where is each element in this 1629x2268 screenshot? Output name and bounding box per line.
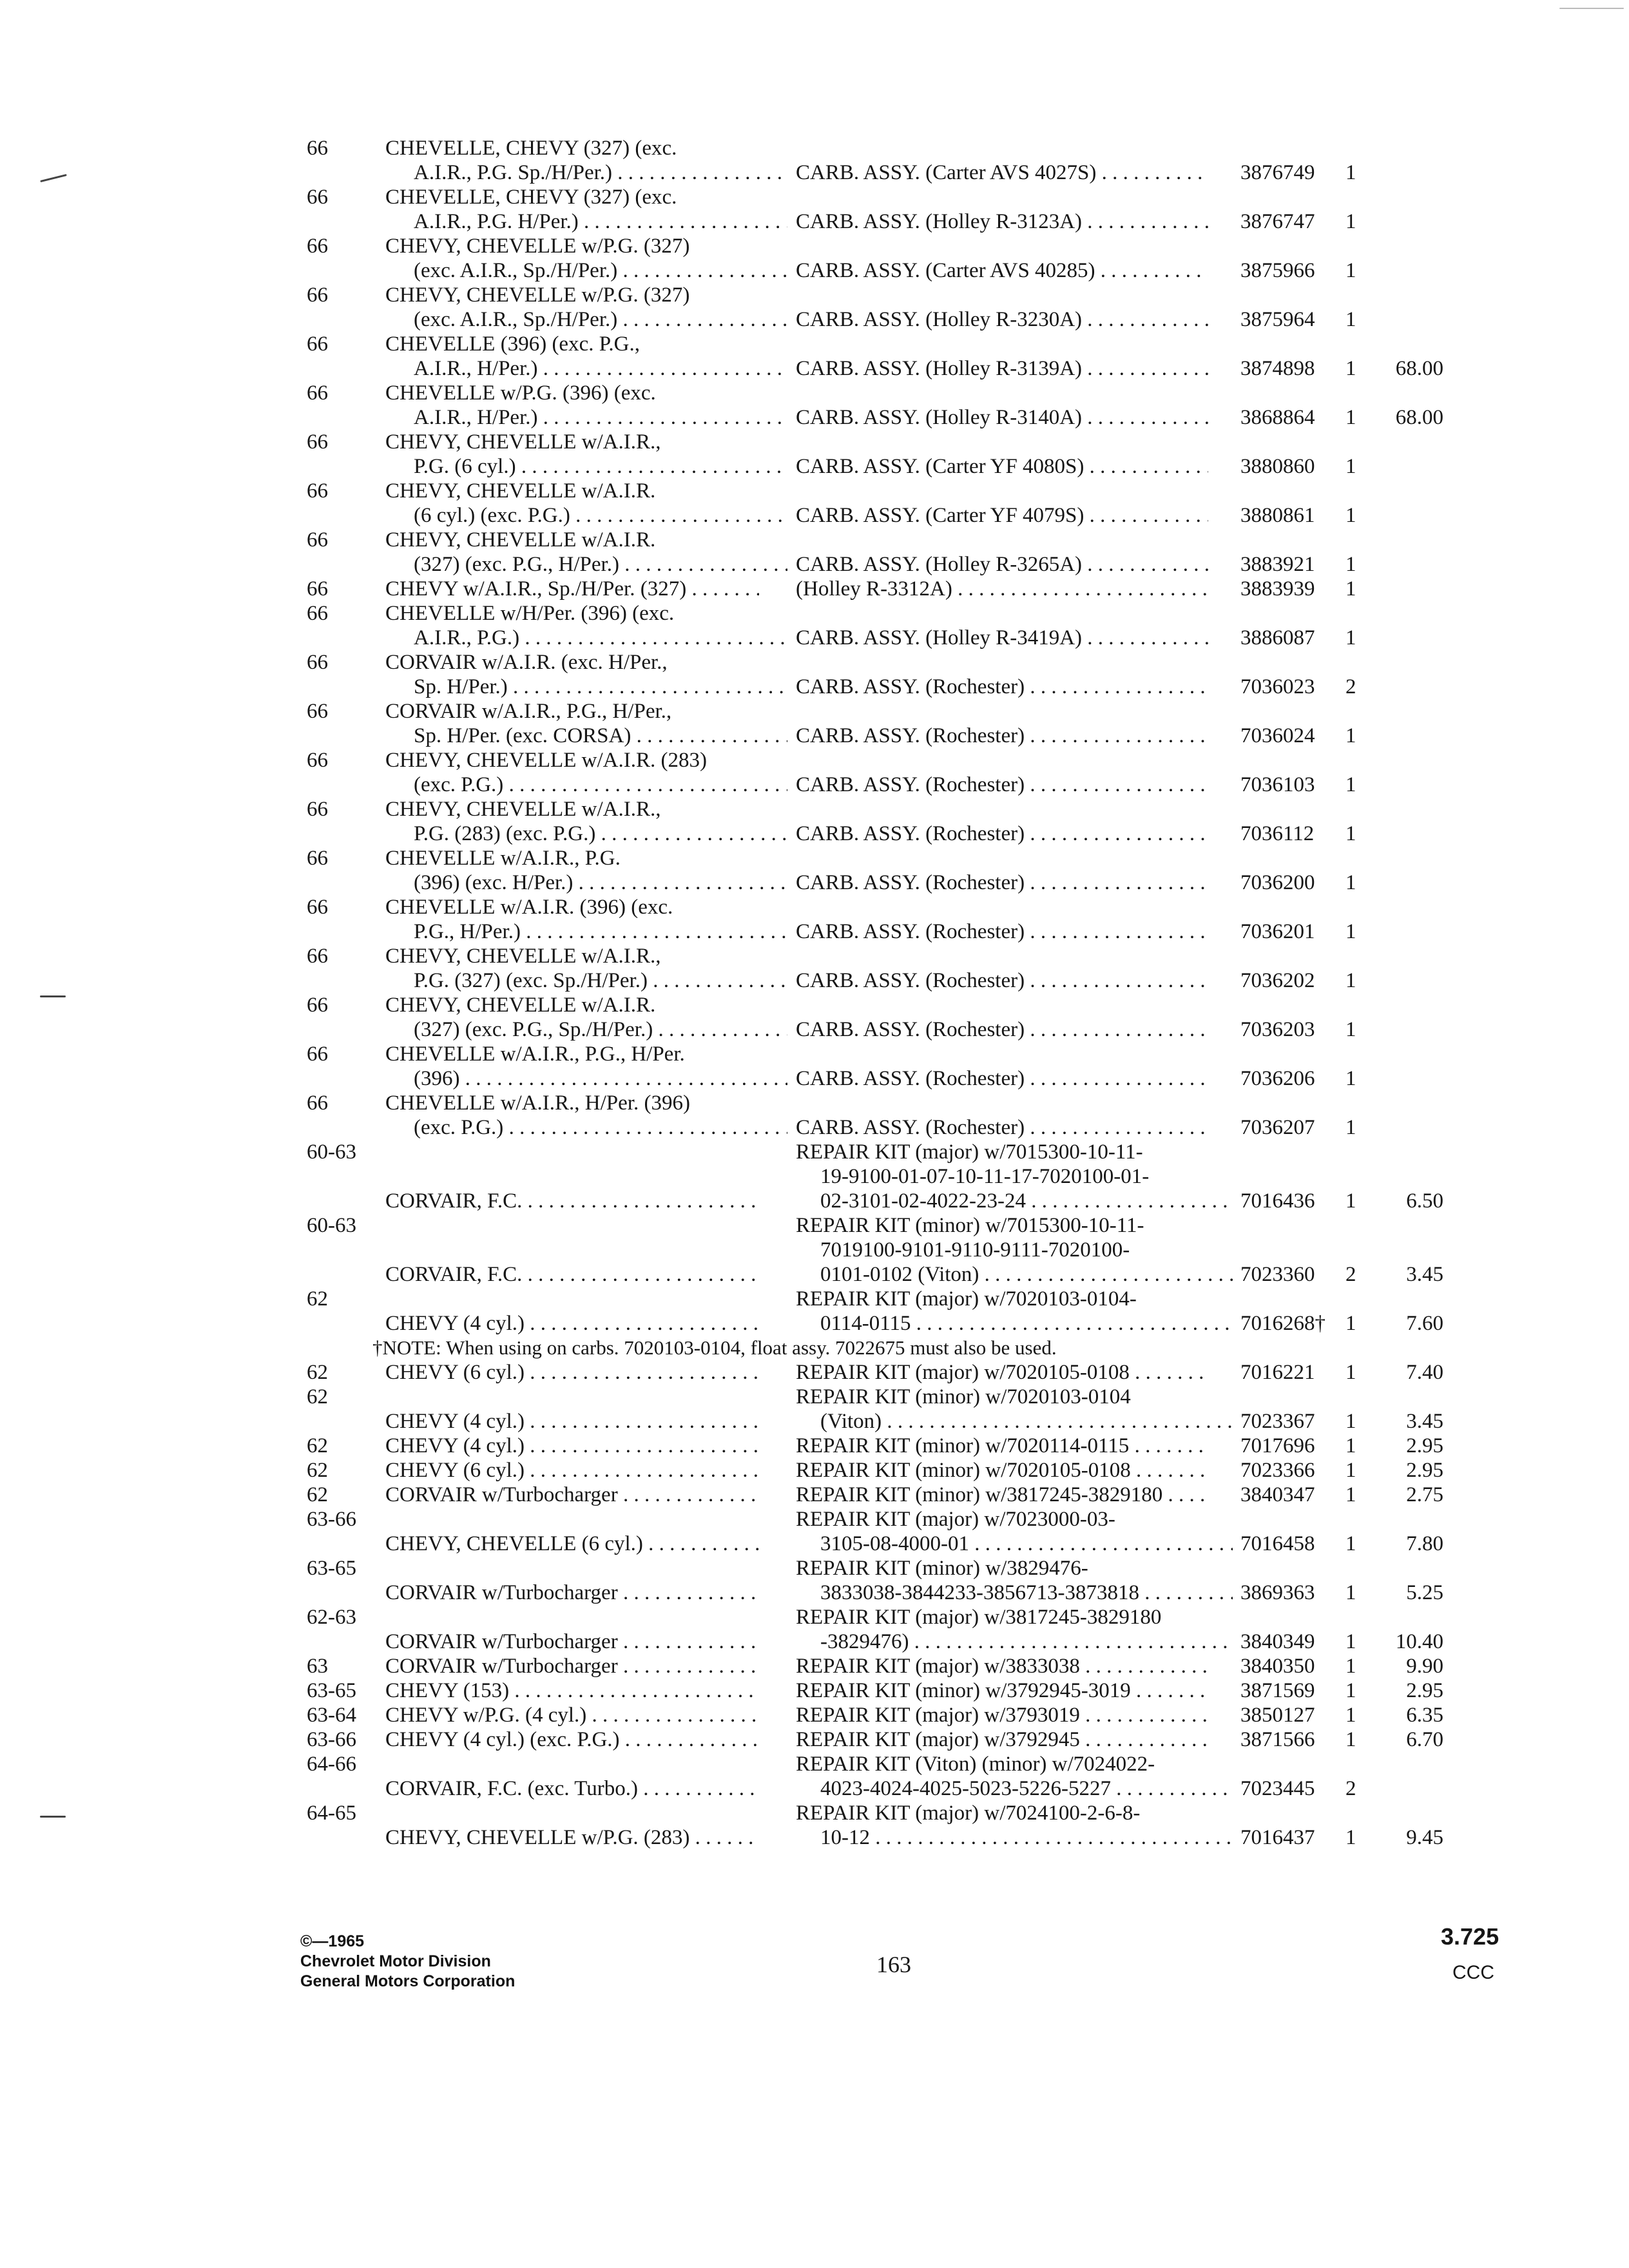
part-number-cell: 7036206 (1240, 1067, 1315, 1090)
quantity-cell: 1 (1345, 1312, 1356, 1335)
quantity-cell: 1 (1345, 308, 1356, 331)
year-cell: 66 (307, 994, 328, 1017)
model-cell: CHEVY (4 cyl.) . . . (385, 1312, 759, 1335)
year-cell: 66 (307, 528, 328, 552)
model-cell: CORVAIR, F.C. (exc. Turbo.) . . . (385, 1777, 759, 1800)
year-cell: 66 (307, 749, 328, 772)
model-cell: CORVAIR w/Turbocharger . . . (385, 1655, 759, 1678)
description-cell: CARB. ASSY. (Carter AVS 40285) . . . (796, 259, 1208, 282)
price-cell: 6.50 (1406, 1189, 1443, 1213)
model-cell: CHEVELLE (396) (exc. P.G., (385, 332, 641, 356)
quantity-cell: 1 (1345, 1483, 1356, 1506)
year-cell: 62 (307, 1361, 328, 1384)
year-cell: 66 (307, 332, 328, 356)
model-cell: CHEVELLE w/H/Per. (396) (exc. (385, 602, 675, 625)
description-cell: 3105-08-4000-01 . . . (796, 1532, 1233, 1555)
description-cell: 0101-0102 (Viton) . . . (796, 1263, 1233, 1286)
part-number-cell: 7023366 (1240, 1459, 1315, 1482)
description-cell: REPAIR KIT (minor) w/3829476- (796, 1557, 1088, 1580)
quantity-cell: 1 (1345, 1410, 1356, 1433)
description-cell: 10-12 . . . (796, 1826, 1233, 1849)
year-cell: 62-63 (307, 1606, 356, 1629)
year-cell: 63-66 (307, 1728, 356, 1751)
year-cell: 63 (307, 1655, 328, 1678)
model-cell: CHEVY, CHEVELLE (6 cyl.) . . . (385, 1532, 759, 1555)
description-cell: REPAIR KIT (major) w/7023000-03- (796, 1508, 1115, 1531)
part-number-cell: 7023445 (1240, 1777, 1315, 1800)
part-number-cell: 7036202 (1240, 969, 1315, 992)
part-number-cell: 3883921 (1240, 553, 1315, 576)
part-number-cell: 3840347 (1240, 1483, 1315, 1506)
price-cell: 7.60 (1406, 1312, 1443, 1335)
description-cell: CARB. ASSY. (Rochester) . . . (796, 871, 1208, 894)
year-cell: 64-65 (307, 1802, 356, 1825)
model-cell: CHEVY (4 cyl.) . . . (385, 1434, 759, 1457)
year-cell: 62 (307, 1434, 328, 1457)
price-cell: 10.40 (1395, 1630, 1443, 1653)
description-cell: REPAIR KIT (Viton) (minor) w/7024022- (796, 1753, 1155, 1776)
model-cell: A.I.R., P.G.) . . . (385, 626, 787, 649)
year-cell: 66 (307, 479, 328, 503)
model-cell: CHEVY w/A.I.R., Sp./H/Per. (327) . . . (385, 577, 759, 601)
description-cell: REPAIR KIT (minor) w/7020103-0104 (796, 1385, 1131, 1408)
description-cell: CARB. ASSY. (Carter YF 4080S) . . . (796, 455, 1208, 478)
description-cell: REPAIR KIT (major) w/7024100-2-6-8- (796, 1802, 1141, 1825)
model-cell: CHEVY, CHEVELLE w/A.I.R. (385, 479, 656, 503)
model-cell: P.G. (283) (exc. P.G.) . . . (385, 822, 787, 845)
quantity-cell: 1 (1345, 1581, 1356, 1604)
description-cell: 02-3101-02-4022-23-24 . . . (796, 1189, 1233, 1213)
year-cell: 66 (307, 700, 328, 723)
quantity-cell: 1 (1345, 871, 1356, 894)
part-number-cell: 7036024 (1240, 724, 1315, 747)
part-number-cell: 7016221 (1240, 1361, 1315, 1384)
description-cell: 3833038-3844233-3856713-3873818 . . . (796, 1581, 1233, 1604)
quantity-cell: 1 (1345, 504, 1356, 527)
description-cell: CARB. ASSY. (Holley R-3230A) . . . (796, 308, 1208, 331)
description-cell: CARB. ASSY. (Rochester) . . . (796, 1018, 1208, 1041)
model-cell: Sp. H/Per. (exc. CORSA) . . . (385, 724, 787, 747)
year-cell: 63-66 (307, 1508, 356, 1531)
part-number-cell: 3869363 (1240, 1581, 1315, 1604)
model-cell: CHEVY (4 cyl.) (exc. P.G.) . . . (385, 1728, 759, 1751)
part-number-cell: 7036207 (1240, 1116, 1315, 1139)
description-cell: CARB. ASSY. (Holley R-3419A) . . . (796, 626, 1208, 649)
year-cell: 62 (307, 1385, 328, 1408)
margin-mark (40, 1816, 66, 1818)
quantity-cell: 1 (1345, 724, 1356, 747)
section-code: CCC (1452, 1962, 1494, 1983)
quantity-cell: 1 (1345, 969, 1356, 992)
model-cell: CHEVY (4 cyl.) . . . (385, 1410, 759, 1433)
part-number-cell: 7036112 (1240, 822, 1315, 845)
description-cell: CARB. ASSY. (Rochester) . . . (796, 724, 1208, 747)
year-cell: 66 (307, 577, 328, 601)
price-cell: 7.40 (1406, 1361, 1443, 1384)
year-cell: 66 (307, 798, 328, 821)
part-number-cell: 7036200 (1240, 871, 1315, 894)
description-cell: CARB. ASSY. (Rochester) . . . (796, 969, 1208, 992)
part-number-cell: 3840350 (1240, 1655, 1315, 1678)
part-number-cell: 3883939 (1240, 577, 1315, 601)
model-cell: CHEVELLE, CHEVY (327) (exc. (385, 186, 677, 209)
price-cell: 9.45 (1406, 1826, 1443, 1849)
part-number-cell: 3840349 (1240, 1630, 1315, 1653)
price-cell: 6.35 (1406, 1704, 1443, 1727)
quantity-cell: 1 (1345, 406, 1356, 429)
model-cell: (396) . . . (385, 1067, 787, 1090)
year-cell: 63-65 (307, 1679, 356, 1702)
year-cell: 66 (307, 945, 328, 968)
model-cell: (6 cyl.) (exc. P.G.) . . . (385, 504, 787, 527)
part-number-cell: 3871569 (1240, 1679, 1315, 1702)
model-cell: CHEVY, CHEVELLE w/P.G. (327) (385, 235, 690, 258)
model-cell: A.I.R., P.G. H/Per.) . . . (385, 210, 787, 233)
price-cell: 68.00 (1395, 406, 1443, 429)
model-cell: CHEVY, CHEVELLE w/A.I.R. (385, 994, 656, 1017)
quantity-cell: 1 (1345, 259, 1356, 282)
price-cell: 7.80 (1406, 1532, 1443, 1555)
description-cell: REPAIR KIT (major) w/3833038 . . . (796, 1655, 1208, 1678)
part-number-cell: 3868864 (1240, 406, 1315, 429)
description-cell: -3829476) . . . (796, 1630, 1233, 1653)
price-cell: 6.70 (1406, 1728, 1443, 1751)
quantity-cell: 1 (1345, 161, 1356, 184)
margin-mark (40, 995, 66, 997)
year-cell: 66 (307, 186, 328, 209)
part-number-cell: 7036203 (1240, 1018, 1315, 1041)
model-cell: (327) (exc. P.G., Sp./H/Per.) . . . (385, 1018, 787, 1041)
quantity-cell: 1 (1345, 1189, 1356, 1213)
model-cell: CORVAIR w/Turbocharger . . . (385, 1483, 759, 1506)
division-line: Chevrolet Motor Division (300, 1952, 491, 1970)
model-cell: CHEVY, CHEVELLE w/A.I.R. (283) (385, 749, 707, 772)
year-cell: 60-63 (307, 1140, 356, 1164)
year-cell: 66 (307, 602, 328, 625)
year-cell: 66 (307, 381, 328, 405)
quantity-cell: 1 (1345, 1630, 1356, 1653)
description-cell: REPAIR KIT (minor) w/7020105-0108 . . . (796, 1459, 1208, 1482)
quantity-cell: 1 (1345, 773, 1356, 796)
footnote: †NOTE: When using on carbs. 7020103-0104, float assy. 7022675 must also be used. (372, 1336, 1057, 1359)
description-cell: CARB. ASSY. (Rochester) . . . (796, 920, 1208, 943)
model-cell: CHEVELLE, CHEVY (327) (exc. (385, 137, 677, 160)
page-number: 163 (876, 1952, 911, 1977)
part-number-cell: 3875966 (1240, 259, 1315, 282)
description-cell: 4023-4024-4025-5023-5226-5227 . . . (796, 1777, 1233, 1800)
model-cell: P.G. (327) (exc. Sp./H/Per.) . . . (385, 969, 787, 992)
part-number-cell: 7016268† (1240, 1312, 1325, 1335)
quantity-cell: 1 (1345, 1704, 1356, 1727)
year-cell: 66 (307, 1043, 328, 1066)
description-cell: CARB. ASSY. (Rochester) . . . (796, 1067, 1208, 1090)
model-cell: (exc. P.G.) . . . (385, 1116, 787, 1139)
description-cell: CARB. ASSY. (Holley R-3140A) . . . (796, 406, 1208, 429)
quantity-cell: 2 (1345, 1263, 1356, 1286)
year-cell: 66 (307, 430, 328, 454)
section-number: 3.725 (1441, 1923, 1499, 1950)
footer-publisher (300, 1932, 515, 1992)
description-cell: 7019100-9101-9110-9111-7020100- (820, 1238, 1130, 1262)
price-cell: 3.45 (1406, 1410, 1443, 1433)
year-cell: 62 (307, 1483, 328, 1506)
edge-mark (1559, 8, 1624, 9)
model-cell: CHEVELLE w/P.G. (396) (exc. (385, 381, 656, 405)
description-cell: REPAIR KIT (minor) w/3817245-3829180 . . . (796, 1483, 1208, 1506)
model-cell: CORVAIR, F.C. . . . (385, 1189, 759, 1213)
copyright-line: ©—1965 (300, 1932, 365, 1950)
description-cell: CARB. ASSY. (Holley R-3265A) . . . (796, 553, 1208, 576)
corporation-line: General Motors Corporation (300, 1972, 516, 1990)
model-cell: A.I.R., H/Per.) . . . (385, 357, 787, 380)
quantity-cell: 1 (1345, 455, 1356, 478)
year-cell: 66 (307, 896, 328, 919)
quantity-cell: 1 (1345, 626, 1356, 649)
price-cell: 5.25 (1406, 1581, 1443, 1604)
quantity-cell: 1 (1345, 1728, 1356, 1751)
model-cell: (396) (exc. H/Per.) . . . (385, 871, 787, 894)
model-cell: P.G. (6 cyl.) . . . (385, 455, 787, 478)
quantity-cell: 1 (1345, 1459, 1356, 1482)
description-cell: CARB. ASSY. (Rochester) . . . (796, 675, 1208, 698)
part-number-cell: 3886087 (1240, 626, 1315, 649)
year-cell: 62 (307, 1459, 328, 1482)
model-cell: CHEVY, CHEVELLE w/A.I.R., (385, 798, 661, 821)
part-number-cell: 7017696 (1240, 1434, 1315, 1457)
model-cell: CORVAIR w/Turbocharger . . . (385, 1581, 759, 1604)
description-cell: CARB. ASSY. (Carter AVS 4027S) . . . (796, 161, 1208, 184)
part-number-cell: 3880860 (1240, 455, 1315, 478)
description-cell: REPAIR KIT (minor) w/3792945-3019 . . . (796, 1679, 1208, 1702)
model-cell: Sp. H/Per.) . . . (385, 675, 787, 698)
price-cell: 9.90 (1406, 1655, 1443, 1678)
quantity-cell: 1 (1345, 1434, 1356, 1457)
model-cell: CHEVY, CHEVELLE w/P.G. (327) (385, 284, 690, 307)
quantity-cell: 1 (1345, 1361, 1356, 1384)
description-cell: CARB. ASSY. (Carter YF 4079S) . . . (796, 504, 1208, 527)
model-cell: A.I.R., H/Per.) . . . (385, 406, 787, 429)
part-number-cell: 7023360 (1240, 1263, 1315, 1286)
description-cell: REPAIR KIT (major) w/7020105-0108 . . . (796, 1361, 1208, 1384)
price-cell: 2.75 (1406, 1483, 1443, 1506)
quantity-cell: 1 (1345, 210, 1356, 233)
year-cell: 66 (307, 1091, 328, 1115)
year-cell: 64-66 (307, 1753, 356, 1776)
year-cell: 66 (307, 651, 328, 674)
description-cell: REPAIR KIT (major) w/7020103-0104- (796, 1287, 1137, 1311)
year-cell: 60-63 (307, 1214, 356, 1237)
part-number-cell: 3880861 (1240, 504, 1315, 527)
quantity-cell: 1 (1345, 1116, 1356, 1139)
description-cell: REPAIR KIT (minor) w/7020114-0115 . . . (796, 1434, 1208, 1457)
part-number-cell: 3850127 (1240, 1704, 1315, 1727)
description-cell: CARB. ASSY. (Rochester) . . . (796, 822, 1208, 845)
year-cell: 66 (307, 137, 328, 160)
price-cell: 3.45 (1406, 1263, 1443, 1286)
year-cell: 63-65 (307, 1557, 356, 1580)
model-cell: (exc. A.I.R., Sp./H/Per.) . . . (385, 308, 787, 331)
part-number-cell: 3875964 (1240, 308, 1315, 331)
part-number-cell: 7016436 (1240, 1189, 1315, 1213)
year-cell: 66 (307, 847, 328, 870)
model-cell: CORVAIR w/A.I.R. (exc. H/Per., (385, 651, 668, 674)
part-number-cell: 7016437 (1240, 1826, 1315, 1849)
quantity-cell: 1 (1345, 822, 1356, 845)
model-cell: CHEVY (6 cyl.) . . . (385, 1459, 759, 1482)
part-number-cell: 3876749 (1240, 161, 1315, 184)
description-cell: (Viton) . . . (796, 1410, 1233, 1433)
description-cell: REPAIR KIT (major) w/3792945 . . . (796, 1728, 1208, 1751)
price-cell: 2.95 (1406, 1459, 1443, 1482)
part-number-cell: 7036103 (1240, 773, 1315, 796)
quantity-cell: 1 (1345, 357, 1356, 380)
description-cell: 0114-0115 . . . (796, 1312, 1233, 1335)
description-cell: CARB. ASSY. (Rochester) . . . (796, 773, 1208, 796)
quantity-cell: 2 (1345, 675, 1356, 698)
quantity-cell: 1 (1345, 1655, 1356, 1678)
quantity-cell: 2 (1345, 1777, 1356, 1800)
part-number-cell: 3874898 (1240, 357, 1315, 380)
model-cell: (exc. P.G.) . . . (385, 773, 787, 796)
price-cell: 2.95 (1406, 1679, 1443, 1702)
model-cell: CHEVELLE w/A.I.R., H/Per. (396) (385, 1091, 690, 1115)
quantity-cell: 1 (1345, 1532, 1356, 1555)
part-number-cell: 7036023 (1240, 675, 1315, 698)
model-cell: CHEVELLE w/A.I.R., P.G., H/Per. (385, 1043, 685, 1066)
quantity-cell: 1 (1345, 1067, 1356, 1090)
model-cell: CHEVELLE w/A.I.R. (396) (exc. (385, 896, 673, 919)
quantity-cell: 1 (1345, 553, 1356, 576)
model-cell: CHEVELLE w/A.I.R., P.G. (385, 847, 621, 870)
part-number-cell: 3871566 (1240, 1728, 1315, 1751)
part-number-cell: 7023367 (1240, 1410, 1315, 1433)
model-cell: CHEVY, CHEVELLE w/A.I.R. (385, 528, 656, 552)
quantity-cell: 1 (1345, 577, 1356, 601)
description-cell: (Holley R-3312A) . . . (796, 577, 1208, 601)
description-cell: CARB. ASSY. (Rochester) . . . (796, 1116, 1208, 1139)
margin-mark (40, 174, 66, 182)
model-cell: CHEVY, CHEVELLE w/A.I.R., (385, 945, 661, 968)
description-cell: REPAIR KIT (major) w/3817245-3829180 (796, 1606, 1162, 1629)
model-cell: CHEVY (6 cyl.) . . . (385, 1361, 759, 1384)
quantity-cell: 1 (1345, 1018, 1356, 1041)
price-cell: 2.95 (1406, 1434, 1443, 1457)
model-cell: A.I.R., P.G. Sp./H/Per.) . . . (385, 161, 787, 184)
description-cell: CARB. ASSY. (Holley R-3139A) . . . (796, 357, 1208, 380)
year-cell: 66 (307, 235, 328, 258)
year-cell: 63-64 (307, 1704, 356, 1727)
price-cell: 68.00 (1395, 357, 1443, 380)
model-cell: P.G., H/Per.) . . . (385, 920, 787, 943)
model-cell: CORVAIR w/A.I.R., P.G., H/Per., (385, 700, 672, 723)
model-cell: CHEVY, CHEVELLE w/P.G. (283) . . . . (385, 1826, 759, 1849)
model-cell: CHEVY (153) . . . (385, 1679, 759, 1702)
description-cell: REPAIR KIT (minor) w/7015300-10-11- (796, 1214, 1144, 1237)
year-cell: 66 (307, 284, 328, 307)
quantity-cell: 1 (1345, 1826, 1356, 1849)
model-cell: CHEVY w/P.G. (4 cyl.) . . . (385, 1704, 759, 1727)
model-cell: CORVAIR w/Turbocharger . . . (385, 1630, 759, 1653)
model-cell: (exc. A.I.R., Sp./H/Per.) . . . (385, 259, 787, 282)
model-cell: (327) (exc. P.G., H/Per.) . . . (385, 553, 787, 576)
part-number-cell: 7036201 (1240, 920, 1315, 943)
description-cell: 19-9100-01-07-10-11-17-7020100-01- (820, 1165, 1150, 1188)
description-cell: REPAIR KIT (major) w/3793019 . . . (796, 1704, 1208, 1727)
description-cell: CARB. ASSY. (Holley R-3123A) . . . (796, 210, 1208, 233)
model-cell: CHEVY, CHEVELLE w/A.I.R., (385, 430, 661, 454)
part-number-cell: 3876747 (1240, 210, 1315, 233)
model-cell: CORVAIR, F.C. . . . (385, 1263, 759, 1286)
part-number-cell: 7016458 (1240, 1532, 1315, 1555)
quantity-cell: 1 (1345, 920, 1356, 943)
description-cell: REPAIR KIT (major) w/7015300-10-11- (796, 1140, 1143, 1164)
year-cell: 62 (307, 1287, 328, 1311)
quantity-cell: 1 (1345, 1679, 1356, 1702)
